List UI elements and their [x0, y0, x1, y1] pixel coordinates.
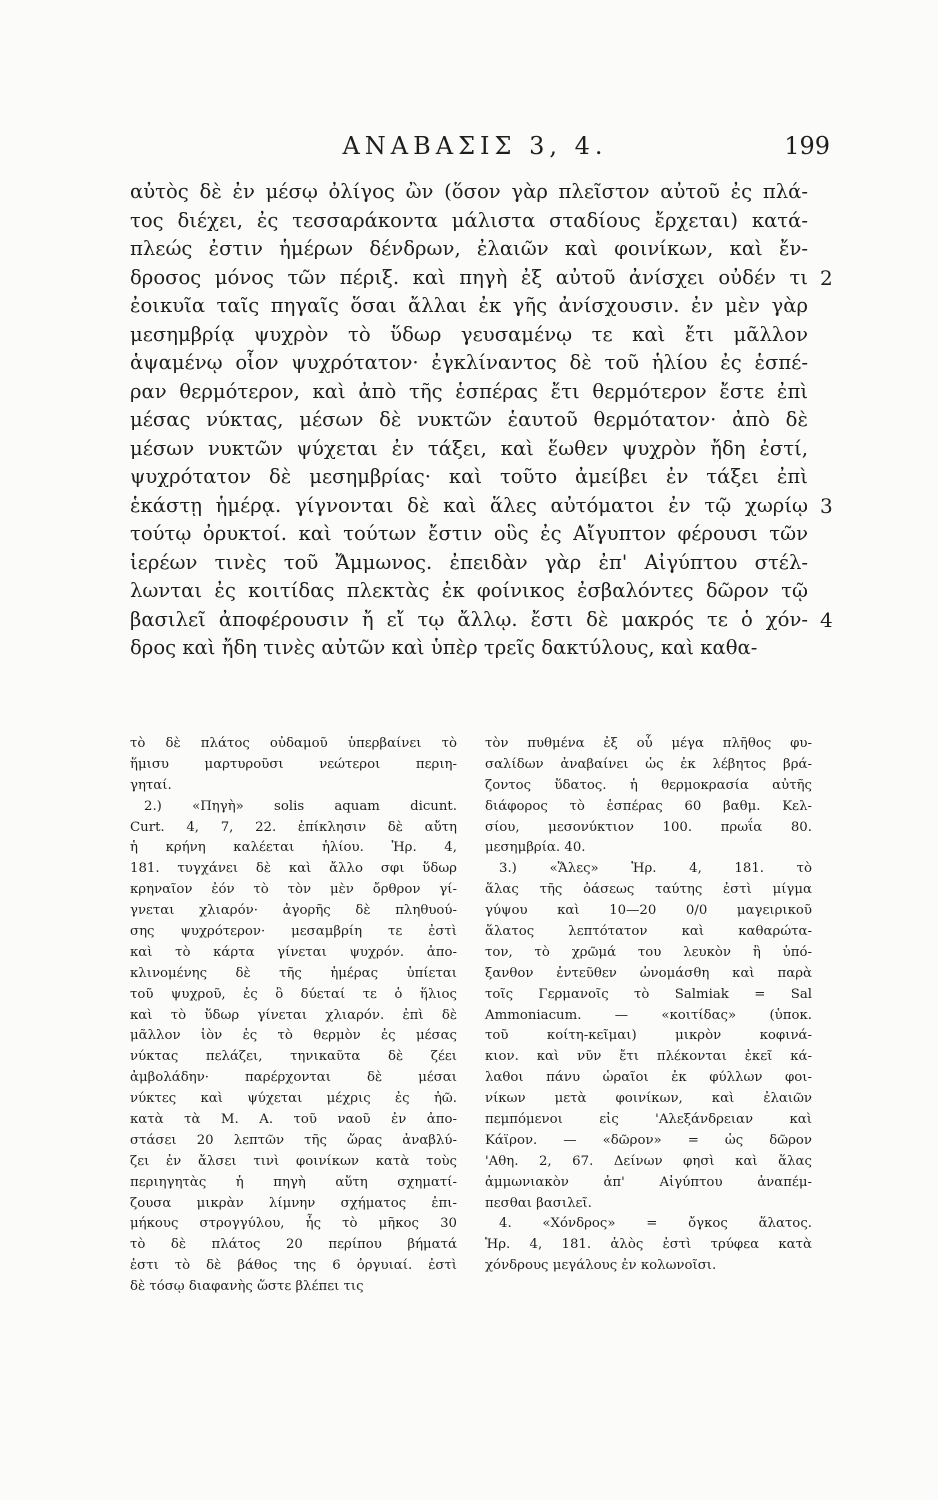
text-line: βασιλεῖ ἀποφέρουσιν ἤ εἴ τῳ ἄλλῳ. ἔστι δὲ μακρός τε ὁ χόν- 4: [130, 606, 808, 635]
footnote-line: ἅλατος λεπτότατον καὶ καθαρώτα-: [485, 924, 812, 940]
footnote-line: τοῦ κοίτη-κεῖμαι) μικρὸν κοφινά-: [485, 1028, 812, 1044]
footnote-line: γύψου καὶ 10—20 0/0 μαγειρικοῦ: [485, 903, 812, 919]
footnote-line: κλινομένης δὲ τῆς ἡμέρας ὑπίεται: [130, 965, 457, 981]
footnote-line: ἡ κρήνη καλέεται ἡλίου. Ἡρ. 4,: [130, 840, 457, 856]
footnote-line: ζοντος ὕδατος. ἡ θερμοκρασία αὐτῆς: [485, 777, 812, 793]
text-line: ἱερέων τινὲς τοῦ Ἄμμωνος. ἐπειδὰν γὰρ ἐπ' Αἰγύπτου στέλ-: [130, 550, 808, 574]
footnote-line: τὸν πυθμένα ἐξ οὗ μέγα πλῆθος φυ-: [485, 736, 812, 751]
footnote-line: Κάϊρον. — «δῶρον» = ὡς δῶρον: [485, 1132, 812, 1148]
footnote-line: ζει ἐν ἄλσει τινὶ φοινίκων κατὰ τοὺς: [130, 1153, 457, 1169]
footnote-line: 2.) «Πηγὴ» solis aquam dicunt.: [144, 798, 457, 814]
footnote-line: 181. τυγχάνει δὲ καὶ ἄλλο σφι ὕδωρ: [130, 861, 457, 877]
footnote-line: νύκτες καὶ ψύχεται μέχρις ἐς ἠῶ.: [130, 1091, 457, 1107]
footnote-line: ἅλας τῆς ὀάσεως ταύτης ἐστὶ μίγμα: [485, 882, 812, 898]
footnote-line: ἀμβολάδην· παρέρχονται δὲ μέσαι: [130, 1070, 457, 1086]
footnote-line: μήκους στρογγύλου, ἧς τὸ μῆκος 30: [130, 1216, 457, 1232]
text-line: τος διέχει, ἐς τεσσαράκοντα μάλιστα σταδίους ἔρχεται) κατά-: [130, 208, 808, 232]
footnote-line: 4. «Χόνδρος» = ὄγκος ἅλατος.: [499, 1216, 812, 1232]
text-line: ἑκάστῃ ἡμέρᾳ. γίγνονται δὲ καὶ ἅλες αὐτόματοι ἐν τῷ χωρίῳ 3: [130, 492, 808, 521]
footnote-line: κατὰ τὰ Μ. Α. τοῦ ναοῦ ἐν ἀπο-: [130, 1112, 457, 1128]
page-header: [120, 128, 830, 168]
footnote-line: περιηγητὰς ἡ πηγὴ αὕτη σχηματί-: [130, 1174, 457, 1190]
text-line: πλεώς ἐστιν ἡμέρων δένδρων, ἐλαιῶν καὶ φοινίκων, καὶ ἔν-: [130, 237, 808, 260]
footnotes-right-column: [485, 734, 812, 1277]
text-line: ραν θερμότερον, καὶ ἀπὸ τῆς ἑσπέρας ἔτι θερμότερον ἔστε ἐπὶ: [130, 379, 808, 403]
text-line: μέσας νύκτας, μέσων δὲ νυκτῶν ἑαυτοῦ θερμότατον· ἀπὸ δὲ: [130, 408, 808, 431]
footnote-line: 3.) «Ἅλες» Ἡρ. 4, 181. τὸ: [499, 861, 812, 877]
footnote-line: τοῦ ψυχροῦ, ἐς ὃ δύεταί τε ὁ ἥλιος: [130, 986, 457, 1002]
footnote-line: λαθοι πάνυ ὡραῖοι ἐκ φύλλων φοι-: [485, 1070, 812, 1086]
footnotes-left-column: [130, 734, 457, 1298]
text-line: αὐτὸς δὲ ἐν μέσῳ ὀλίγος ὢν (ὅσον γὰρ πλεῖστον αὐτοῦ ἐς πλά-: [130, 180, 808, 203]
footnote-line: καὶ τὸ κάρτα γίνεται ψυχρόν. ἀπο-: [130, 944, 457, 960]
footnote-line: Curt. 4, 7, 22. ἐπίκλησιν δὲ αὔτη: [130, 819, 457, 835]
footnote-line: τὸ δὲ πλάτος 20 περίπου βήματά: [130, 1237, 457, 1253]
footnote-line: δὲ τόσῳ διαφανὴς ὥστε βλέπει τις: [130, 1279, 364, 1295]
footnote-line: ζουσα μικρὰν λίμνην σχήματος ἐπι-: [130, 1195, 457, 1211]
section-number: 2: [820, 265, 833, 290]
footnote-line: κιον. καὶ νῦν ἔτι πλέκονται ἐκεῖ κά-: [485, 1049, 812, 1065]
footnote-line: ξανθον ἐντεῦθεν ὠνομάσθη καὶ παρὰ: [485, 965, 812, 981]
footnote-line: 'Αθη. 2, 67. Δείνων φησὶ καὶ ἅλας: [485, 1153, 812, 1169]
footnote-line: καὶ τὸ ὕδωρ γίνεται χλιαρόν. ἐπὶ δὲ: [130, 1007, 457, 1023]
text-line: δρος καὶ ἤδη τινὲς αὐτῶν καὶ ὑπὲρ τρεῖς δακτύλους, καὶ καθα-: [130, 636, 758, 659]
text-line: δροσος μόνος τῶν πέριξ. καὶ πηγὴ ἐξ αὐτοῦ ἀνίσχει οὐδέν τι 2: [130, 264, 808, 293]
footnote-line: γηταί.: [130, 777, 172, 793]
footnote-line: νίκων μετὰ φοινίκων, καὶ ἐλαιῶν: [485, 1091, 812, 1107]
footnote-line: νύκτας πελάζει, τηνικαῦτα δὲ ζέει: [130, 1049, 457, 1065]
footnote-line: χόνδρους μεγάλους ἐν κολωνοῖσι.: [485, 1258, 717, 1274]
footnote-line: σίου, μεσονύκτιον 100. πρωΐα 80.: [485, 819, 812, 835]
footnote-line: τὸ δὲ πλάτος οὐδαμοῦ ὑπερβαίνει τὸ: [130, 736, 457, 751]
text-line: ἐοικυῖα ταῖς πηγαῖς ὅσαι ἄλλαι ἐκ γῆς ἀνίσχουσιν. ἐν μὲν γὰρ: [130, 294, 808, 317]
page-number: 199: [784, 132, 830, 160]
text-line: ψυχρότατον δὲ μεσημβρίας· καὶ τοῦτο ἀμείβει ἐν τάξει ἐπὶ: [130, 465, 808, 488]
footnote-line: μεσημβρία. 40.: [485, 840, 586, 856]
footnote-line: γνεται χλιαρόν· ἀγορῆς δὲ πληθυού-: [130, 903, 457, 919]
footnote-line: πεσθαι βασιλεῖ.: [485, 1195, 592, 1211]
footnote-line: σης ψυχρότερον· μεσαμβρίη τε ἐστὶ: [130, 924, 457, 940]
footnote-line: στάσει 20 λεπτῶν τῆς ὥρας ἀναβλύ-: [130, 1132, 457, 1148]
footnote-line: Ἡρ. 4, 181. ἁλὸς ἐστὶ τρύφεα κατὰ: [485, 1237, 812, 1253]
footnote-line: σαλίδων ἀναβαίνει ὡς ἐκ λέβητος βρά-: [485, 756, 812, 772]
section-number: 4: [820, 607, 833, 632]
text-line: τούτῳ ὀρυκτοί. καὶ τούτων ἔστιν οὓς ἐς Αἴγυπτον φέρουσι τῶν: [130, 522, 808, 545]
text-line: μεσημβρίᾳ ψυχρὸν τὸ ὕδωρ γευσαμένῳ τε καὶ ἔτι μᾶλλον: [130, 322, 808, 346]
footnote-line: κρηναῖον ἐόν τὸ τὸν μὲν ὄρθρον γί-: [130, 882, 457, 898]
footnote-line: τον, τὸ χρῶμά του λευκὸν ἢ ὑπό-: [485, 944, 812, 960]
running-title: ΑΝΑΒΑΣΙΣ 3, 4.: [342, 132, 608, 160]
footnote-line: ἀμμωνιακὸν ἀπ' Αἰγύπτου ἀναπέμ-: [485, 1174, 812, 1190]
footnote-line: τοῖς Γερμανοῖς τὸ Salmiak = Sal: [485, 986, 812, 1002]
footnote-line: ἥμισυ μαρτυροῦσι νεώτεροι περιη-: [130, 756, 457, 772]
text-line: ἁψαμένῳ οἷον ψυχρότατον· ἐγκλίναντος δὲ τοῦ ἡλίου ἐς ἑσπέ-: [130, 351, 808, 374]
footnote-line: Ammoniacum. — «κοιτίδας» (ὑποκ.: [485, 1007, 812, 1023]
footnote-line: πεμπόμενοι εἰς 'Αλεξάνδρειαν καὶ: [485, 1112, 812, 1128]
text-line: λωνται ἐς κοιτίδας πλεκτὰς ἐκ φοίνικος ἐσβαλόντες δῶρον τῷ: [130, 579, 808, 602]
footnote-line: μᾶλλον ἰὸν ἐς τὸ θερμὸν ἐς μέσας: [130, 1028, 457, 1044]
footnote-line: ἐστι τὸ δὲ βάθος της 6 ὀργυιαί. ἐστὶ: [130, 1258, 457, 1274]
footnote-line: διάφορος τὸ ἑσπέρας 60 βαθμ. Κελ-: [485, 798, 812, 814]
main-text: [130, 178, 833, 663]
section-number: 3: [820, 493, 833, 518]
text-line: μέσων νυκτῶν ψύχεται ἐν τάξει, καὶ ἕωθεν ψυχρὸν ἤδη ἐστί,: [130, 436, 808, 460]
